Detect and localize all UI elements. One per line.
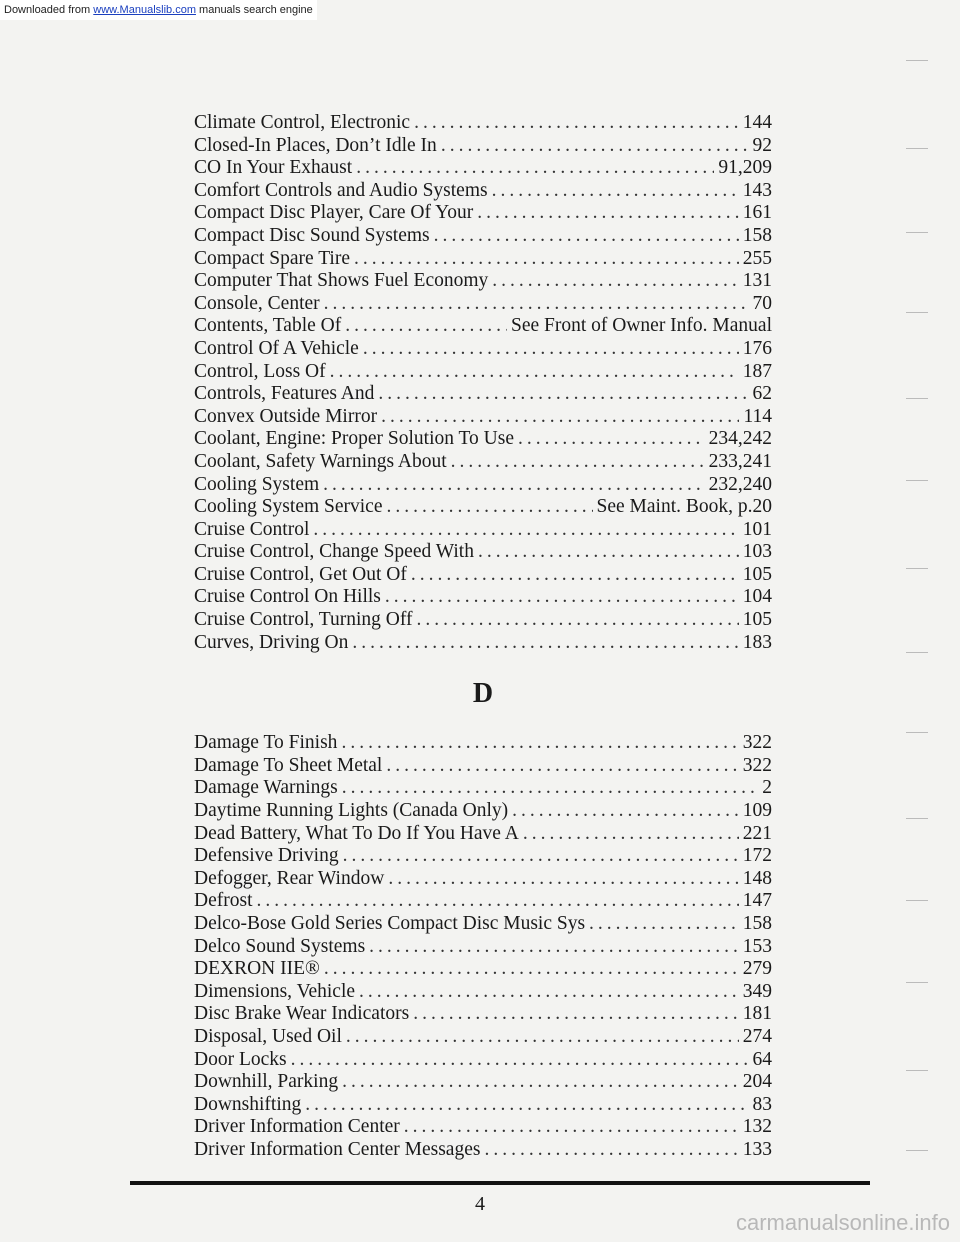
entry-page: 132	[742, 1116, 772, 1138]
leader-dots	[512, 800, 739, 823]
download-banner	[0, 0, 317, 20]
entry-page: 234,242	[708, 428, 772, 450]
entry-page: 101	[742, 518, 772, 540]
entry-page: 143	[742, 179, 772, 201]
leader-dots	[484, 1139, 738, 1162]
entry-page: 131	[742, 270, 772, 292]
leader-dots	[305, 1094, 748, 1117]
leader-dots	[434, 225, 739, 248]
entry-label: Climate Control, Electronic	[194, 112, 411, 133]
index-entry	[194, 913, 772, 936]
index-section-c	[194, 112, 772, 654]
index-page	[194, 112, 772, 1162]
entry-label: Damage To Sheet Metal	[194, 754, 383, 776]
leader-dots	[451, 451, 705, 474]
entry-label: Daytime Running Lights (Canada Only)	[194, 800, 509, 822]
entry-label: Disc Brake Wear Indicators	[194, 1003, 410, 1025]
entry-label: Contents, Table Of	[194, 315, 342, 337]
banner-prefix: Downloaded from	[4, 4, 94, 16]
index-entry	[194, 564, 772, 587]
index-entry	[194, 361, 772, 384]
entry-label: Controls, Features And	[194, 383, 375, 405]
index-entry	[194, 180, 772, 203]
index-entry	[194, 777, 772, 800]
leader-dots	[369, 936, 739, 959]
leader-dots	[518, 428, 705, 451]
leader-dots	[477, 202, 739, 225]
entry-page: 92	[752, 134, 772, 156]
leader-dots	[256, 890, 738, 913]
entry-label: Cruise Control On Hills	[194, 586, 381, 608]
index-section-d	[194, 732, 772, 1161]
entry-label: Cooling System	[194, 473, 320, 495]
index-entry	[194, 755, 772, 778]
leader-dots	[589, 913, 739, 936]
leader-dots	[346, 1026, 739, 1049]
entry-page: 114	[743, 405, 772, 427]
entry-page: 349	[742, 980, 772, 1002]
index-entry	[194, 936, 772, 959]
index-entry	[194, 586, 772, 609]
entry-page: 105	[742, 609, 772, 631]
entry-label: Cruise Control, Turning Off	[194, 609, 413, 631]
index-entry	[194, 1116, 772, 1139]
entry-page: 279	[742, 958, 772, 980]
entry-page: 181	[742, 1003, 772, 1025]
leader-dots	[387, 496, 593, 519]
index-entry	[194, 890, 772, 913]
entry-page: 221	[742, 822, 772, 844]
entry-label: Downshifting	[194, 1093, 302, 1115]
index-entry	[194, 981, 772, 1004]
entry-page: 322	[742, 732, 772, 754]
index-entry	[194, 202, 772, 225]
leader-dots	[404, 1116, 739, 1139]
entry-label: Computer That Shows Fuel Economy	[194, 270, 489, 292]
entry-label: Damage To Finish	[194, 732, 338, 754]
entry-page: 147	[742, 890, 772, 912]
entry-label: Coolant, Safety Warnings About	[194, 450, 447, 472]
index-entry	[194, 1139, 772, 1162]
leader-dots	[378, 383, 748, 406]
entry-label: Cruise Control, Get Out Of	[194, 563, 407, 585]
margin-marks	[898, 60, 928, 1170]
index-entry	[194, 1094, 772, 1117]
entry-page: 64	[752, 1048, 772, 1070]
entry-page: 153	[742, 935, 772, 957]
entry-label: Disposal, Used Oil	[194, 1025, 342, 1047]
watermark: carmanualsonline.info	[735, 1210, 950, 1235]
section-heading-d: D	[472, 678, 494, 710]
index-entry	[194, 248, 772, 271]
entry-label: Closed-In Places, Don’t Idle In	[194, 134, 437, 156]
entry-label: Cooling System Service	[194, 496, 383, 518]
entry-label: Door Locks	[194, 1048, 287, 1070]
leader-dots	[323, 474, 704, 497]
leader-dots	[386, 755, 738, 778]
entry-page: 104	[742, 586, 772, 608]
entry-page: 91,209	[718, 157, 772, 179]
entry-label: Delco Sound Systems	[194, 935, 366, 957]
entry-page: See Maint. Book, p.20	[596, 496, 772, 518]
index-entry	[194, 732, 772, 755]
entry-label: Driver Information Center Messages	[194, 1138, 481, 1160]
entry-page: 176	[742, 337, 772, 359]
index-entry	[194, 823, 772, 846]
index-entry	[194, 868, 772, 891]
entry-page: 274	[742, 1025, 772, 1047]
leader-dots	[342, 777, 759, 800]
index-entry	[194, 496, 772, 519]
entry-label: Dead Battery, What To Do If You Have A	[194, 822, 519, 844]
leader-dots	[324, 293, 749, 316]
index-entry	[194, 338, 772, 361]
entry-page: 255	[742, 247, 772, 269]
leader-dots	[523, 823, 739, 846]
index-entry	[194, 157, 772, 180]
index-entry	[194, 428, 772, 451]
leader-dots	[324, 958, 739, 981]
leader-dots	[330, 361, 739, 384]
leader-dots	[381, 406, 739, 429]
index-entry	[194, 293, 772, 316]
manualslib-link[interactable]: www.Manualslib.com	[93, 4, 196, 16]
entry-page: 204	[742, 1071, 772, 1093]
entry-label: CO In Your Exhaust	[194, 157, 353, 179]
footer-rule	[130, 1181, 870, 1185]
page-number: 4	[475, 1193, 485, 1215]
entry-page: 161	[742, 202, 772, 224]
index-entry	[194, 270, 772, 293]
entry-page: 158	[742, 224, 772, 246]
entry-page: 148	[742, 867, 772, 889]
leader-dots	[478, 541, 739, 564]
leader-dots	[492, 180, 739, 203]
entry-label: Compact Disc Sound Systems	[194, 224, 430, 246]
index-entry	[194, 800, 772, 823]
index-entry	[194, 315, 772, 338]
index-entry	[194, 225, 772, 248]
entry-page: 144	[742, 112, 772, 133]
entry-page: 62	[752, 383, 772, 405]
entry-page: 233,241	[708, 450, 772, 472]
index-entry	[194, 632, 772, 655]
entry-page: 133	[742, 1138, 772, 1160]
entry-page: 172	[742, 845, 772, 867]
index-entry	[194, 609, 772, 632]
index-entry	[194, 519, 772, 542]
leader-dots	[492, 270, 738, 293]
leader-dots	[341, 732, 738, 755]
entry-page: 83	[752, 1093, 772, 1115]
index-entry	[194, 958, 772, 981]
entry-page: 70	[752, 292, 772, 314]
leader-dots	[352, 632, 738, 655]
leader-dots	[385, 586, 739, 609]
leader-dots	[356, 157, 714, 180]
entry-label: Dimensions, Vehicle	[194, 980, 356, 1002]
entry-label: Driver Information Center	[194, 1116, 400, 1138]
entry-page: 158	[742, 913, 772, 934]
entry-label: Downhill, Parking	[194, 1071, 339, 1093]
leader-dots	[411, 564, 739, 587]
entry-label: Compact Spare Tire	[194, 247, 350, 269]
index-entry	[194, 541, 772, 564]
index-entry	[194, 1003, 772, 1026]
entry-label: Delco-Bose Gold Series Compact Disc Music Sys	[194, 913, 586, 934]
entry-label: Damage Warnings	[194, 777, 338, 799]
entry-page: 232,240	[708, 473, 772, 495]
entry-page: 105	[742, 563, 772, 585]
entry-label: Convex Outside Mirror	[194, 405, 378, 427]
index-entry	[194, 112, 772, 135]
leader-dots	[313, 519, 738, 542]
index-entry	[194, 1049, 772, 1072]
index-entry	[194, 451, 772, 474]
entry-page: 187	[742, 360, 772, 382]
index-entry	[194, 1026, 772, 1049]
entry-label: Defensive Driving	[194, 845, 339, 867]
leader-dots	[441, 135, 749, 158]
leader-dots	[417, 609, 739, 632]
leader-dots	[354, 248, 739, 271]
entry-label: Console, Center	[194, 292, 320, 314]
index-entry	[194, 383, 772, 406]
leader-dots	[342, 1071, 739, 1094]
index-entry	[194, 1071, 772, 1094]
leader-dots	[343, 845, 739, 868]
entry-page: 2	[762, 777, 772, 799]
index-entry	[194, 135, 772, 158]
index-entry	[194, 474, 772, 497]
banner-suffix: manuals search engine	[195, 4, 313, 16]
leader-dots	[414, 112, 739, 135]
leader-dots	[388, 868, 738, 891]
entry-label: Curves, Driving On	[194, 631, 349, 653]
leader-dots	[413, 1003, 739, 1026]
entry-page: 183	[742, 631, 772, 653]
index-entry	[194, 406, 772, 429]
leader-dots	[291, 1049, 749, 1072]
entry-label: Defrost	[194, 890, 253, 912]
entry-label: Cruise Control	[194, 518, 310, 540]
entry-label: Coolant, Engine: Proper Solution To Use	[194, 428, 515, 450]
entry-label: DEXRON IIE®	[194, 958, 320, 980]
leader-dots	[359, 981, 739, 1004]
entry-label: Control, Loss Of	[194, 360, 326, 382]
leader-dots	[363, 338, 739, 361]
entry-label: Cruise Control, Change Speed With	[194, 541, 474, 563]
entry-page: 103	[742, 541, 772, 563]
index-entry	[194, 845, 772, 868]
entry-label: Compact Disc Player, Care Of Your	[194, 202, 474, 224]
entry-page: 109	[742, 800, 772, 822]
entry-label: Comfort Controls and Audio Systems	[194, 179, 488, 201]
entry-page: 322	[742, 754, 772, 776]
entry-page: See Front of Owner Info. Manual	[510, 315, 772, 337]
entry-label: Defogger, Rear Window	[194, 867, 385, 889]
leader-dots	[345, 315, 507, 338]
entry-label: Control Of A Vehicle	[194, 337, 359, 359]
